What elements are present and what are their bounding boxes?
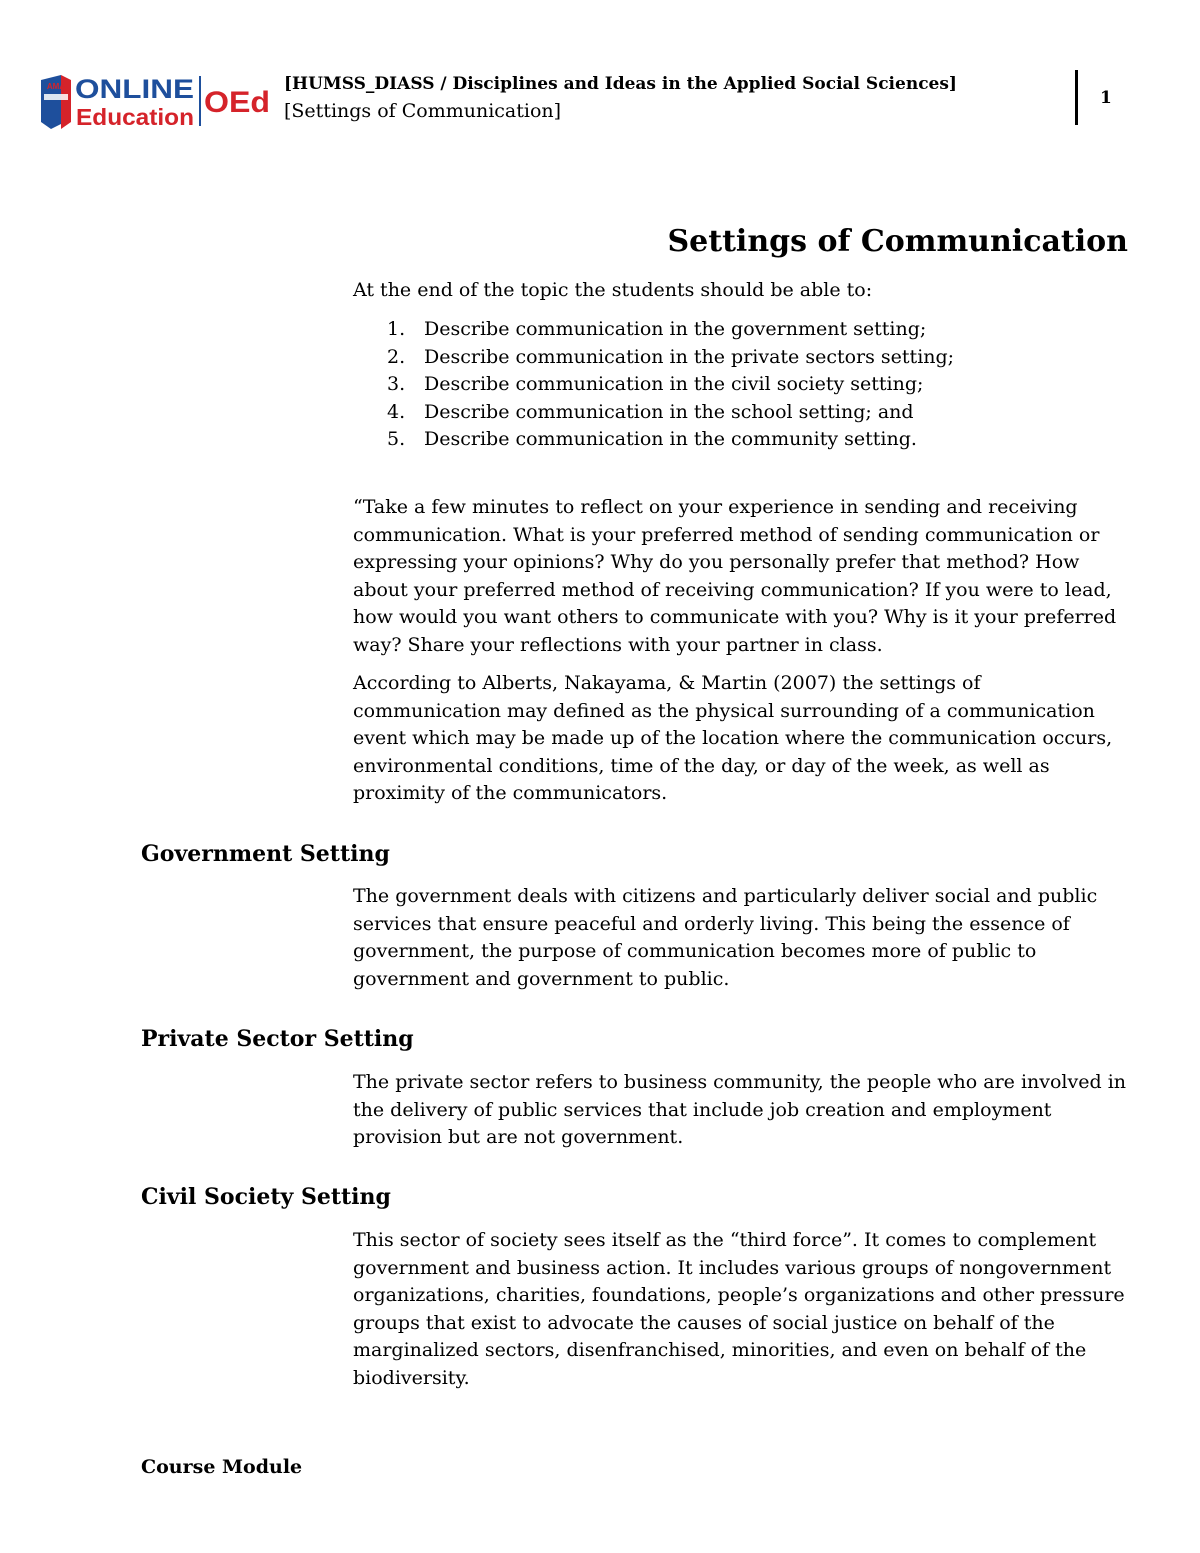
list-item-number: 1. — [387, 318, 406, 340]
list-item-number: 2. — [387, 345, 406, 368]
section-body-government: The government deals with citizens and particularly deliver social and public services that ensure peaceful and orderly living. This being the essence of government, the purpose of communication becomes more of public to government and government to public. — [353, 885, 1098, 990]
list-item-text: Describe communication in the civil society setting; — [424, 373, 924, 396]
list-item — [387, 426, 1147, 454]
header-divider — [1075, 70, 1078, 125]
list-item — [387, 316, 1147, 344]
objectives-list — [387, 316, 1147, 454]
objectives-intro: At the end of the topic the students should be able to: — [353, 279, 873, 301]
svg-text:ONLINE: ONLINE — [75, 74, 194, 104]
section-body-private-sector: The private sector refers to business community, the people who are involved in the delivery of public services that include job creation and employment provision but are not government. — [353, 1071, 1127, 1149]
section-body-civil-society: This sector of society sees itself as the “third force”. It comes to complement government and business action. It includes various groups of nongovernment organizations, charities, foundations, people’s organizations and other pressure groups that exist to advocate the causes of social justice on behalf of the marginalized sectors, disenfranchised, minorities, and even on behalf of the biodiversity. — [353, 1229, 1125, 1389]
page-header — [0, 0, 1200, 150]
svg-text:Education: Education — [76, 104, 194, 130]
list-item — [387, 371, 1147, 399]
page-number: 1 — [1100, 88, 1112, 108]
svg-text:OEd: OEd — [204, 86, 270, 119]
list-item-text: Describe communication in the school setting; and — [424, 400, 914, 423]
header-course-title: [HUMSS_DIASS / Disciplines and Ideas in the Applied Social Sciences] — [284, 74, 957, 94]
section-heading-private-sector: Private Sector Setting — [141, 1026, 414, 1052]
list-item-text: Describe communication in the community setting. — [424, 428, 917, 451]
definition-paragraph: According to Alberts, Nakayama, & Martin (2007) the settings of communication may defined as the physical surrounding of a communication event which may be made up of the location where the communication occurs, environmental conditions, time of the day, or day of the week, as well as proximity of the communicators. — [353, 672, 1113, 805]
section-heading-civil-society: Civil Society Setting — [141, 1184, 391, 1210]
list-item-number: 5. — [387, 428, 406, 451]
reflection-paragraph: “Take a few minutes to reflect on your experience in sending and receiving communication. What is your preferred method of sending communication or expressing your opinions? Why do you personally prefer that method? How about your preferred method of receiving communication? If you were to lead, how would you want others to communicate with you? Why is it your preferred way? Share your reflections with your partner in class. — [353, 496, 1117, 656]
footer-course-module: Course Module — [141, 1456, 303, 1478]
online-education-logo — [38, 72, 273, 130]
section-heading-government: Government Setting — [141, 841, 390, 867]
list-item — [387, 399, 1147, 427]
list-item — [387, 344, 1147, 372]
list-item-number: 3. — [387, 373, 406, 396]
list-item-text: Describe communication in the private sectors setting; — [424, 345, 955, 368]
svg-text:AMA: AMA — [46, 82, 66, 91]
page-title: Settings of Communication — [667, 224, 1128, 259]
header-topic-title: [Settings of Communication] — [284, 100, 562, 122]
list-item-text: Describe communication in the government setting; — [424, 318, 927, 340]
list-item-number: 4. — [387, 400, 406, 423]
